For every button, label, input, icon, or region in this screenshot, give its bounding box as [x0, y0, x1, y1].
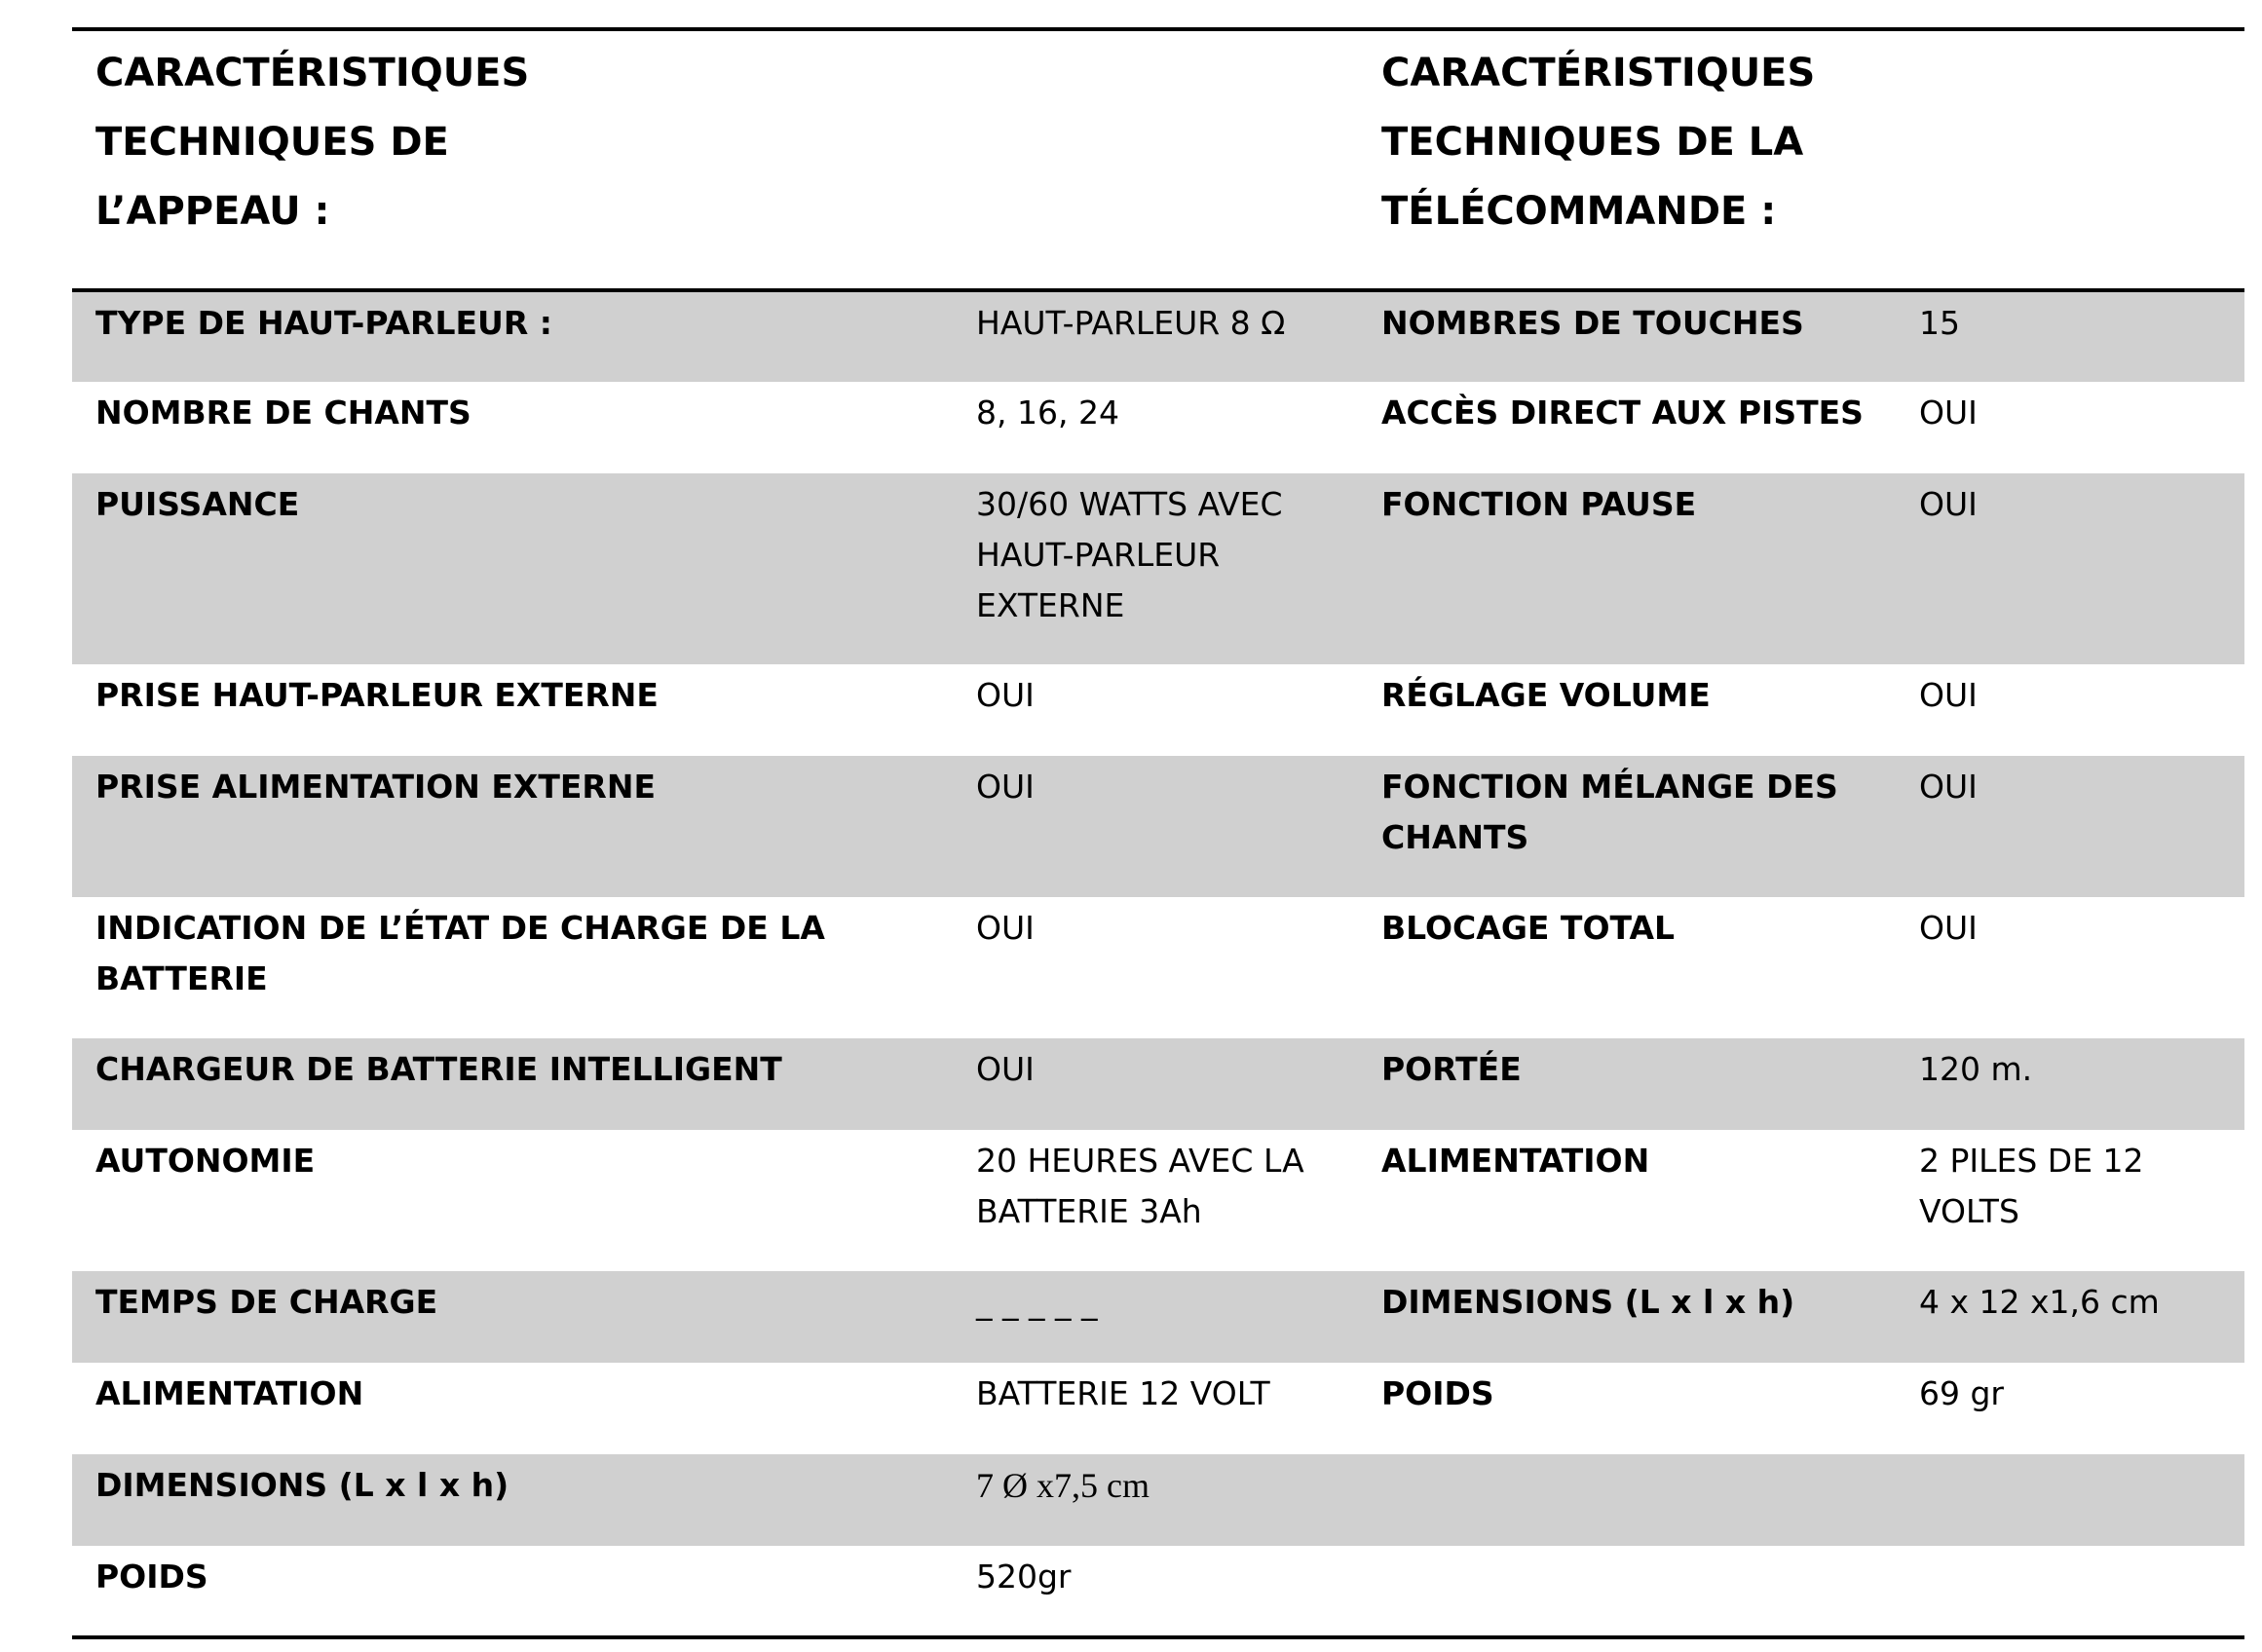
table-row [72, 1038, 2244, 1130]
telecommande-spec-label: RÉGLAGE VOLUME [1381, 676, 1711, 714]
appeau-spec-value: _ _ _ _ _ [976, 1283, 1098, 1321]
appeau-spec-value: OUI [976, 909, 1035, 947]
table-header [72, 29, 2244, 290]
appeau-spec-label: CHARGEUR DE BATTERIE INTELLIGENT [95, 1050, 782, 1088]
telecommande-spec-value: 4 x 12 x1,6 cm [1919, 1283, 2160, 1321]
telecommande-spec-label: FONCTION MÉLANGE DES CHANTS [1381, 768, 1838, 856]
appeau-spec-label: PRISE ALIMENTATION EXTERNE [95, 768, 657, 806]
telecommande-spec-label: ALIMENTATION [1381, 1142, 1650, 1180]
telecommande-spec-value: 120 m. [1919, 1050, 2033, 1088]
appeau-spec-value: OUI [976, 1050, 1035, 1088]
appeau-spec-value: OUI [976, 768, 1035, 806]
header-appeau: CARACTÉRISTIQUES TECHNIQUES DE L’APPEAU : [95, 51, 530, 234]
telecommande-spec-label: ACCÈS DIRECT AUX PISTES [1381, 394, 1864, 432]
telecommande-spec-value: OUI [1919, 768, 1978, 806]
appeau-spec-value: 520gr [976, 1558, 1072, 1596]
telecommande-spec-value: 15 [1919, 304, 1960, 342]
appeau-spec-value: 30/60 WATTS AVEC HAUT-PARLEUR EXTERNE [976, 485, 1283, 624]
telecommande-spec-value [1896, 1546, 2244, 1637]
appeau-spec-label: AUTONOMIE [95, 1142, 316, 1180]
appeau-spec-label: PUISSANCE [95, 485, 300, 523]
table-row [72, 473, 2244, 664]
appeau-spec-value: BATTERIE 12 VOLT [976, 1374, 1270, 1412]
header-telecommande: CARACTÉRISTIQUES TECHNIQUES DE LA TÉLÉCOMMANDE : [1381, 51, 1816, 234]
telecommande-spec-value: OUI [1919, 909, 1978, 947]
telecommande-spec-value: OUI [1919, 485, 1978, 523]
appeau-spec-value: 20 HEURES AVEC LA BATTERIE 3Ah [976, 1142, 1304, 1230]
header-row [72, 29, 2244, 290]
appeau-spec-label: INDICATION DE L’ÉTAT DE CHARGE DE LA BATTERIE [95, 909, 825, 997]
telecommande-spec-label: POIDS [1381, 1374, 1494, 1412]
table-body [72, 290, 2244, 1637]
appeau-spec-label: NOMBRE DE CHANTS [95, 394, 471, 432]
table-row [72, 897, 2244, 1038]
appeau-spec-label: ALIMENTATION [95, 1374, 364, 1412]
appeau-spec-label: TYPE DE HAUT-PARLEUR : [95, 304, 552, 342]
telecommande-spec-value: OUI [1919, 394, 1978, 432]
appeau-spec-label: DIMENSIONS (L x l x h) [95, 1466, 509, 1504]
table-row [72, 664, 2244, 756]
telecommande-spec-label [1358, 1454, 1896, 1546]
table-row [72, 382, 2244, 473]
table-row [72, 1130, 2244, 1271]
table-row [72, 756, 2244, 897]
telecommande-spec-label [1358, 1546, 1896, 1637]
appeau-spec-value: OUI [976, 676, 1035, 714]
table-row [72, 1363, 2244, 1454]
appeau-spec-label: TEMPS DE CHARGE [95, 1283, 438, 1321]
telecommande-spec-label: NOMBRES DE TOUCHES [1381, 304, 1804, 342]
specifications-table [72, 27, 2244, 1639]
table-row [72, 1546, 2244, 1637]
table-row [72, 1454, 2244, 1546]
telecommande-spec-label: DIMENSIONS (L x l x h) [1381, 1283, 1795, 1321]
telecommande-spec-label: FONCTION PAUSE [1381, 485, 1697, 523]
telecommande-spec-value: 2 PILES DE 12 VOLTS [1919, 1142, 2144, 1230]
appeau-spec-value: 7 Ø x7,5 cm [976, 1466, 1150, 1505]
table-row [72, 1271, 2244, 1363]
telecommande-spec-label: PORTÉE [1381, 1050, 1522, 1088]
telecommande-spec-value: OUI [1919, 676, 1978, 714]
telecommande-spec-value [1896, 1454, 2244, 1546]
telecommande-spec-value: 69 gr [1919, 1374, 2004, 1412]
table-row [72, 290, 2244, 382]
appeau-spec-value: HAUT-PARLEUR 8 Ω [976, 304, 1286, 342]
appeau-spec-value: 8, 16, 24 [976, 394, 1119, 432]
appeau-spec-label: POIDS [95, 1558, 208, 1596]
appeau-spec-label: PRISE HAUT-PARLEUR EXTERNE [95, 676, 659, 714]
telecommande-spec-label: BLOCAGE TOTAL [1381, 909, 1676, 947]
